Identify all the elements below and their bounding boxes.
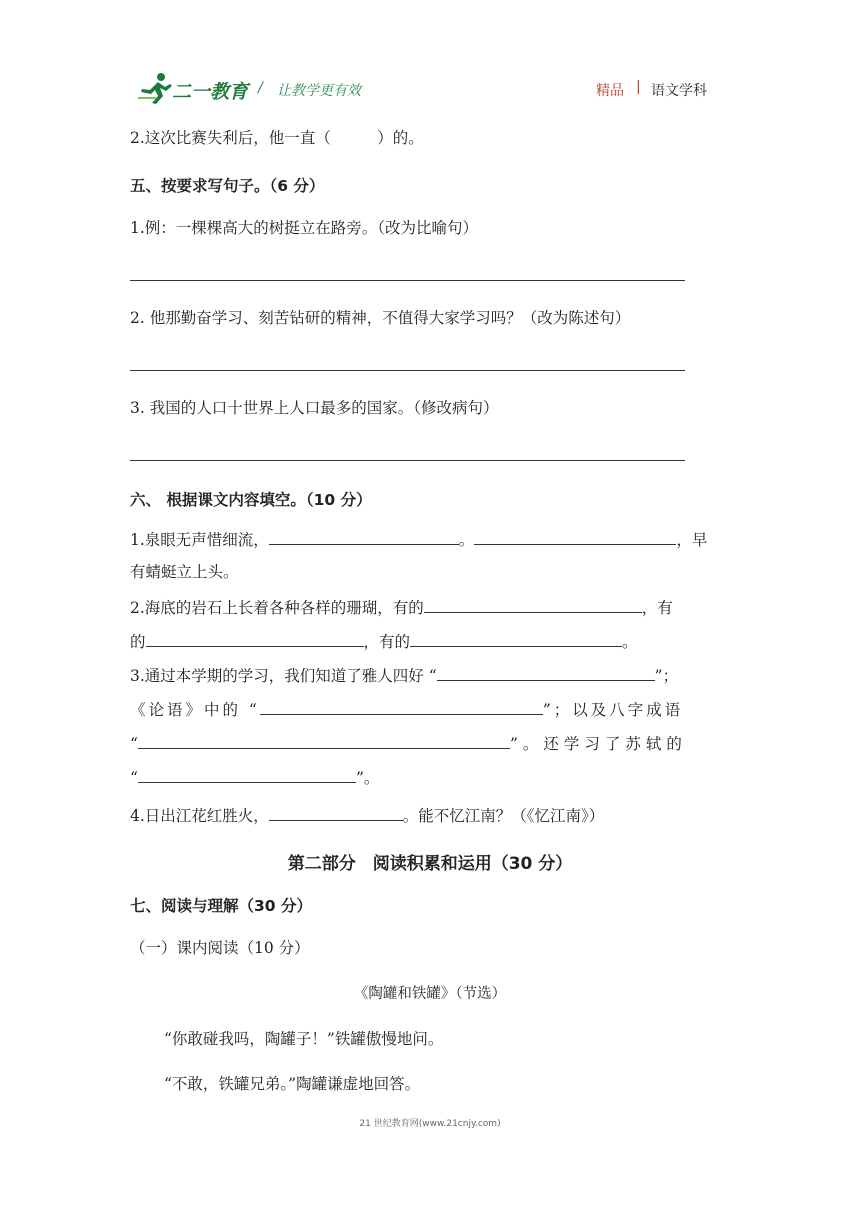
blank-3c[interactable] — [138, 732, 510, 749]
q3-text-h: ”。 — [355, 769, 380, 787]
q3-text-f: ”。还学习了苏轼的 — [509, 735, 687, 753]
section-7-title: 七、阅读与理解（30 分） — [130, 897, 312, 915]
footer-text: 21 世纪教育网(www.21cnjy.com) — [359, 1119, 501, 1129]
section-6-question-1-cont: 有蜻蜓立上头。 — [130, 563, 239, 581]
section-6-question-2 — [130, 596, 673, 618]
blank-3d[interactable] — [138, 766, 356, 783]
subject-tag: 语文学科 — [651, 83, 707, 99]
part-2-title: 第二部分 阅读积累和运用（30 分） — [287, 854, 573, 874]
q2-text-c: 的 — [130, 633, 146, 651]
slogan: 让教学更有效 — [277, 83, 361, 99]
section-6-question-3-cont-2 — [130, 732, 687, 754]
section-6-title: 六、 根据课文内容填空。（10 分） — [130, 491, 372, 509]
section-6-question-3-cont-1 — [130, 698, 683, 720]
passage-paragraph-1: “你敢碰我吗，陶罐子！”铁罐傲慢地问。 — [164, 1030, 444, 1048]
q2-text-d: ，有的 — [363, 633, 411, 651]
q4-text-a: 4.日出江花红胜火， — [130, 807, 269, 825]
q1-text-a: 1.泉眼无声惜细流， — [130, 531, 269, 549]
q1-text-c: ，早 — [676, 531, 708, 549]
answer-line-1[interactable] — [130, 280, 685, 281]
q1-text-b: 。 — [458, 531, 475, 549]
header — [130, 70, 730, 106]
blank-2b[interactable] — [146, 630, 364, 647]
blank-3b[interactable] — [260, 698, 543, 715]
section-5-question-1: 1.例：一棵棵高大的树挺立在路旁。（改为比喻句） — [130, 219, 479, 237]
section-5-title: 五、按要求写句子。（6 分） — [130, 177, 325, 195]
tag-separator: | — [636, 79, 641, 95]
q2-text-e: 。 — [622, 633, 638, 651]
section-5-question-3: 3. 我国的人口十世界上人口最多的国家。（修改病句） — [130, 399, 499, 417]
question-4-item-2: 2.这次比赛失利后，他一直（ ）的。 — [130, 129, 424, 147]
runner-logo-icon — [136, 72, 176, 104]
q3-text-b: ”； — [654, 667, 679, 685]
header-divider: / — [258, 80, 263, 96]
blank-1b[interactable] — [474, 528, 676, 545]
q3-text-d: ”；以及八字成语 — [542, 701, 684, 719]
q3-text-e: “ — [130, 735, 138, 753]
q2-text-b: ，有 — [641, 599, 673, 617]
blank-2a[interactable] — [424, 596, 642, 613]
blank-1a[interactable] — [269, 528, 459, 545]
q3-text-c: 《论语》中的 “ — [130, 701, 260, 719]
section-6-question-1 — [130, 528, 707, 550]
q3-text-a: 3.通过本学期的学习，我们知道了雅人四好 “ — [130, 667, 437, 685]
section-5-question-2: 2. 他那勤奋学习、刻苦钻研的精神，不值得大家学习吗？（改为陈述句） — [130, 309, 631, 327]
passage-paragraph-2: “不敢，铁罐兄弟。”陶罐谦虚地回答。 — [164, 1075, 421, 1093]
section-6-question-4 — [130, 804, 604, 826]
answer-line-3[interactable] — [130, 460, 685, 461]
q3-text-g: “ — [130, 769, 138, 787]
blank-4a[interactable] — [269, 804, 403, 821]
blank-3a[interactable] — [437, 664, 655, 681]
q2-text-a: 2.海底的岩石上长着各种各样的珊瑚，有的 — [130, 599, 424, 617]
quality-tag: 精品 — [596, 83, 624, 99]
passage-title: 《陶罐和铁罐》（节选） — [353, 986, 507, 1002]
blank-2c[interactable] — [410, 630, 622, 647]
q4-text-b: 。能不忆江南？（《忆江南》） — [402, 807, 605, 825]
section-6-question-3 — [130, 664, 678, 686]
answer-line-2[interactable] — [130, 370, 685, 371]
subsection-1-title: （一）课内阅读（10 分） — [130, 939, 310, 957]
section-6-question-2-cont — [130, 630, 638, 652]
section-6-question-3-cont-3 — [130, 766, 379, 788]
logo-text: 二一教育 — [172, 81, 249, 103]
